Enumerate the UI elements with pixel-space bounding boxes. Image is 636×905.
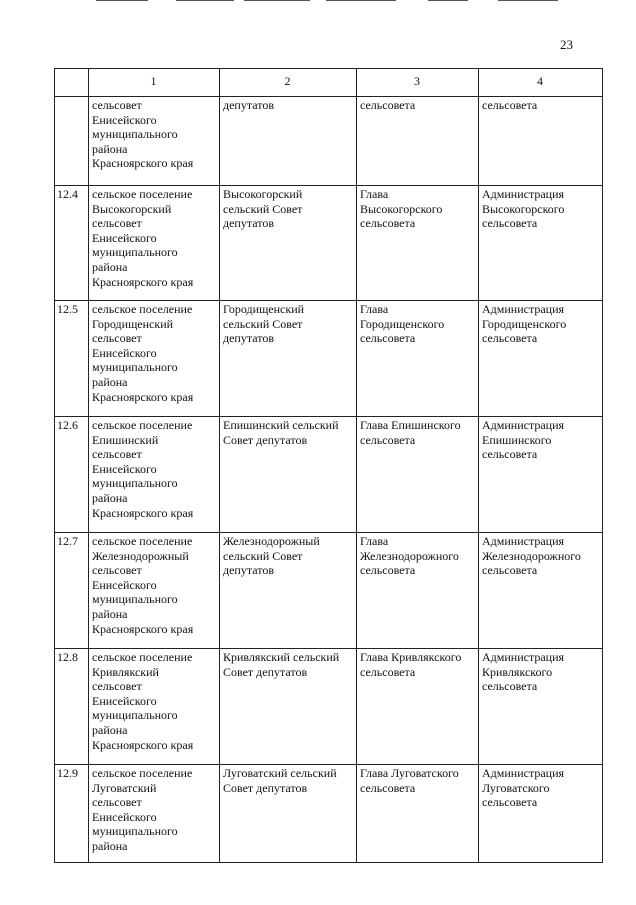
cell-text-line: Луговатского <box>482 780 550 795</box>
cell-text-line: сельское поселение <box>92 302 193 316</box>
cell-text-line: Енисейского <box>92 461 157 476</box>
cell-text-line: сельсовета <box>482 98 538 112</box>
cell-text-line: сельсовет <box>92 98 142 112</box>
cell-text-line: Красноярского края <box>92 737 194 752</box>
cell-text-line: Железнодорожного <box>482 548 581 563</box>
cell-text-line: сельсовета <box>360 780 416 795</box>
cell-text-line: Луговатский сельский <box>223 766 337 780</box>
cell-text-line: депутатов <box>223 331 275 346</box>
table-cell-c2 <box>220 97 357 186</box>
cell-text-line: сельсовета <box>360 98 416 112</box>
cell-text-line: Железнодорожного <box>360 548 459 563</box>
cell-text-line: Железнодорожный <box>223 534 320 548</box>
cell-text-line: Глава <box>360 534 389 548</box>
cell-text-line: Глава <box>360 187 389 201</box>
cell-text-line: Городищенский <box>223 302 305 316</box>
cell-text-line: Администрация <box>482 187 565 201</box>
row-number: 12.8 <box>55 649 89 765</box>
cell-text-line: Администрация <box>482 534 565 548</box>
cell-text-line: Администрация <box>482 650 565 664</box>
cell-text-line: Епишинский <box>92 432 159 447</box>
column-header: 2 <box>220 69 357 97</box>
row-number: 12.6 <box>55 417 89 533</box>
cell-text-line: сельское поселение <box>92 534 193 548</box>
table-cell-c4 <box>479 301 603 417</box>
cell-text-line: сельсовета <box>482 795 538 810</box>
page-number: 23 <box>560 37 573 52</box>
table-cell-c2 <box>220 765 357 863</box>
cell-text-line: сельсовет <box>92 795 142 810</box>
cell-text-line: муниципального <box>92 708 178 723</box>
cell-text-line: района <box>92 722 128 737</box>
cell-text-line: сельсовет <box>92 216 142 231</box>
column-header: 1 <box>89 69 220 97</box>
cell-text-line: района <box>92 259 128 274</box>
cell-text-line: Епишинского <box>482 432 552 447</box>
cell-text-line: сельсовета <box>360 432 416 447</box>
cell-text-line: района <box>92 606 128 621</box>
table-cell-c3 <box>357 97 479 186</box>
cell-text-line: района <box>92 490 128 505</box>
cell-text-line: сельсовета <box>482 563 538 578</box>
top-rule <box>326 0 396 1</box>
table-cell-c3 <box>357 533 479 649</box>
row-number <box>55 97 89 186</box>
table-row <box>55 97 603 186</box>
table-cell-c3 <box>357 186 479 301</box>
table-cell-c4 <box>479 765 603 863</box>
table-cell-c1 <box>89 533 220 649</box>
cell-text-line: сельсовета <box>360 664 416 679</box>
table-cell-c3 <box>357 765 479 863</box>
table-cell-c2 <box>220 649 357 765</box>
column-header: 4 <box>479 69 603 97</box>
cell-text-line: Красноярского края <box>92 621 194 636</box>
cell-text-line: Городищенский <box>92 316 174 331</box>
cell-text-line: сельсовета <box>482 679 538 694</box>
table-cell-c1 <box>89 649 220 765</box>
table-body <box>55 97 603 863</box>
cell-text-line: сельсовета <box>482 216 538 231</box>
cell-text-line: сельсовета <box>482 447 538 462</box>
cell-text-line: сельсовета <box>360 216 416 231</box>
cell-text-line: Красноярского края <box>92 389 194 404</box>
table-cell-c4 <box>479 649 603 765</box>
cell-text-line: Красноярского края <box>92 505 194 520</box>
cell-text-line: сельский Совет <box>223 316 303 331</box>
cell-text-line: муниципального <box>92 824 178 839</box>
cell-text-line: Высокогорский <box>92 201 172 216</box>
table-row <box>55 533 603 649</box>
cell-text-line: Городищенского <box>482 316 567 331</box>
cell-text-line: сельский Совет <box>223 201 303 216</box>
cell-text-line: Красноярского края <box>92 274 194 289</box>
cell-text-line: депутатов <box>223 98 275 112</box>
row-number: 12.4 <box>55 186 89 301</box>
cell-text-line: Совет депутатов <box>223 780 308 795</box>
cell-text-line: Кривлякский <box>92 664 159 679</box>
top-rule <box>96 0 148 1</box>
municipal-bodies-table <box>54 68 603 863</box>
cell-text-line: Кривлякский сельский <box>223 650 340 664</box>
table-cell-c1 <box>89 186 220 301</box>
table-cell-c4 <box>479 533 603 649</box>
table-cell-c1 <box>89 417 220 533</box>
cell-text-line: Высокогорский <box>223 187 303 201</box>
table-cell-c3 <box>357 417 479 533</box>
row-number: 12.5 <box>55 301 89 417</box>
cell-text-line: муниципального <box>92 245 178 260</box>
cell-text-line: Епишинский сельский <box>223 418 339 432</box>
cell-text-line: Енисейского <box>92 693 157 708</box>
top-rule <box>428 0 468 1</box>
table-row <box>55 417 603 533</box>
table-cell-c2 <box>220 533 357 649</box>
cell-text-line: сельсовет <box>92 331 142 346</box>
cell-text-line: Красноярского края <box>92 156 194 171</box>
cell-text-line: Енисейского <box>92 577 157 592</box>
table-cell-c1 <box>89 765 220 863</box>
cell-text-line: Высокогорского <box>360 201 443 216</box>
cell-text-line: Совет депутатов <box>223 432 308 447</box>
cell-text-line: района <box>92 141 128 156</box>
cell-text-line: Городищенского <box>360 316 445 331</box>
table-cell-c3 <box>357 301 479 417</box>
top-rule <box>244 0 310 1</box>
cell-text-line: Кривлякского <box>482 664 553 679</box>
cell-text-line: сельсовет <box>92 447 142 462</box>
cell-text-line: Енисейского <box>92 809 157 824</box>
table-row <box>55 301 603 417</box>
cell-text-line: Енисейского <box>92 112 157 127</box>
row-number: 12.7 <box>55 533 89 649</box>
cell-text-line: Луговатский <box>92 780 157 795</box>
cell-text-line: Администрация <box>482 302 565 316</box>
table-header-row <box>55 69 603 97</box>
top-rule <box>498 0 558 1</box>
cell-text-line: сельсовет <box>92 679 142 694</box>
table-cell-c2 <box>220 301 357 417</box>
cell-text-line: муниципального <box>92 360 178 375</box>
cell-text-line: Глава Луговатского <box>360 766 459 780</box>
cell-text-line: сельсовет <box>92 563 142 578</box>
table-cell-c2 <box>220 186 357 301</box>
cell-text-line: муниципального <box>92 476 178 491</box>
column-header <box>55 69 89 97</box>
table-row <box>55 649 603 765</box>
column-header: 3 <box>357 69 479 97</box>
cell-text-line: Глава Кривлякского <box>360 650 462 664</box>
cell-text-line: муниципального <box>92 127 178 142</box>
cell-text-line: сельский Совет <box>223 548 303 563</box>
cell-text-line: Совет депутатов <box>223 664 308 679</box>
cell-text-line: сельсовета <box>360 331 416 346</box>
table-cell-c1 <box>89 301 220 417</box>
table-cell-c3 <box>357 649 479 765</box>
cell-text-line: Администрация <box>482 418 565 432</box>
cell-text-line: района <box>92 374 128 389</box>
cell-text-line: Енисейского <box>92 230 157 245</box>
cell-text-line: сельсовета <box>360 563 416 578</box>
cell-text-line: сельское поселение <box>92 187 193 201</box>
cell-text-line: Глава <box>360 302 389 316</box>
cell-text-line: Высокогорского <box>482 201 565 216</box>
cell-text-line: сельское поселение <box>92 766 193 780</box>
table-cell-c4 <box>479 97 603 186</box>
table-row <box>55 186 603 301</box>
cell-text-line: Железнодорожный <box>92 548 189 563</box>
table-cell-c4 <box>479 186 603 301</box>
cell-text-line: депутатов <box>223 563 275 578</box>
table-row <box>55 765 603 863</box>
cell-text-line: Енисейского <box>92 345 157 360</box>
cell-text-line: сельское поселение <box>92 418 193 432</box>
cell-text-line: депутатов <box>223 216 275 231</box>
cell-text-line: Администрация <box>482 766 565 780</box>
table-cell-c2 <box>220 417 357 533</box>
cell-text-line: сельсовета <box>482 331 538 346</box>
table-cell-c1 <box>89 97 220 186</box>
row-number: 12.9 <box>55 765 89 863</box>
top-rule <box>176 0 234 1</box>
cell-text-line: Глава Епишинского <box>360 418 461 432</box>
cell-text-line: муниципального <box>92 592 178 607</box>
table-cell-c4 <box>479 417 603 533</box>
cell-text-line: сельское поселение <box>92 650 193 664</box>
cell-text-line: района <box>92 838 128 853</box>
